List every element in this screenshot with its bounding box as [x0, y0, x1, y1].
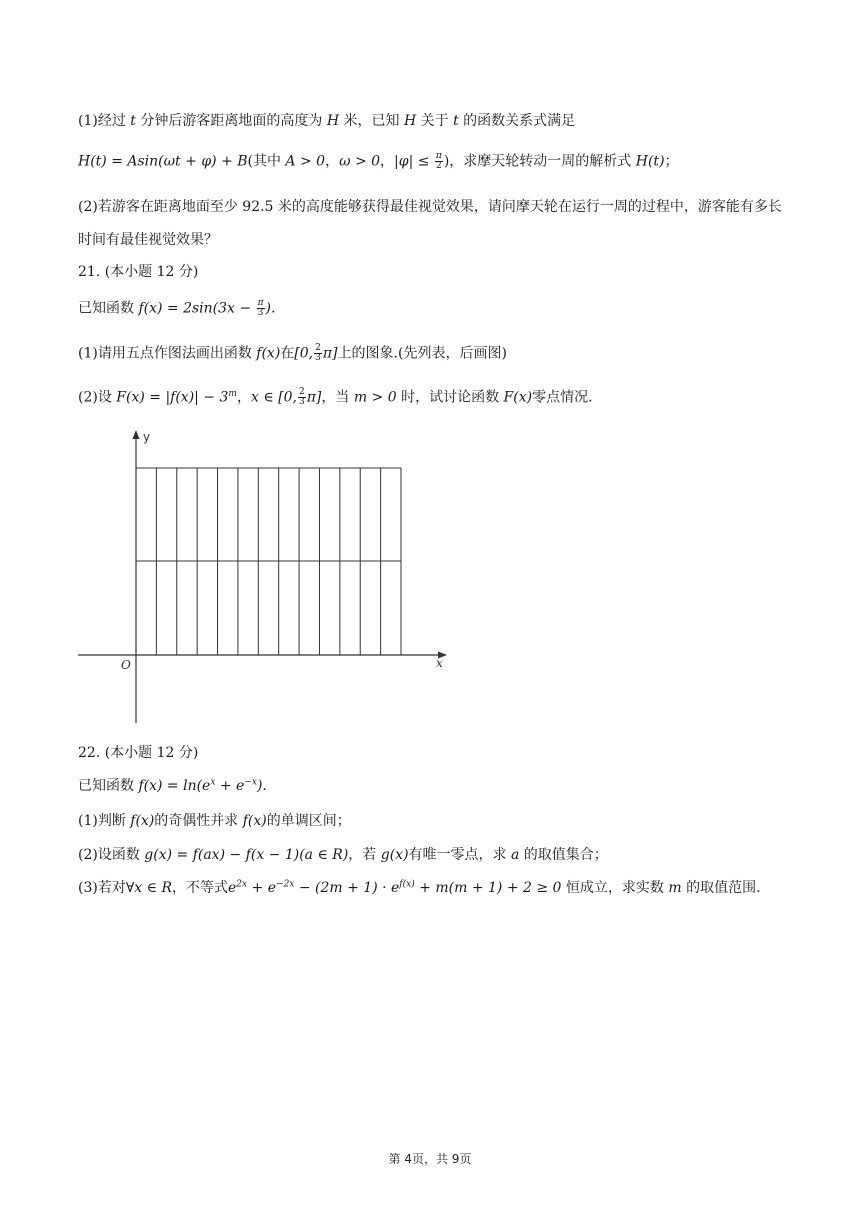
y-axis-label: y: [143, 430, 151, 444]
q21-part1: (1)请用五点作图法画出函数 f(x)在[0, $\frac{2}{3}$ π]上的图象.(先列表，后画图): [78, 343, 507, 363]
origin-label: O: [121, 658, 131, 672]
q21-part2: (2)设 $F(x) = |f(x)| - 3^m$，x ∈ [0, $\frac{2}{3}$ π]，当 m > 0 时，试讨论函数 F(x)零点情况.: [78, 387, 593, 407]
grid-lines: [136, 468, 401, 655]
coordinate-grid: [75, 425, 455, 727]
q22-part3: (3)若对∀x ∈ R，不等式$e^{2x} + e^{-2x} - (2m + 1) \cdot e^{f(x)} + m(m + 1) + 2 \ge 0$ 恒成立，求实数 m 的取值范围.: [78, 879, 761, 896]
q22-stem: 已知函数 $f(x) = \ln(e^x + e^{-x})$.: [78, 777, 267, 794]
q20-part1-line1: (1)经过 t 分钟后游客距离地面的高度为 H 米，已知 H 关于 t 的函数关系式满足: [78, 113, 576, 129]
fraction-pi-over-3: $\frac{\pi}{3}$: [257, 298, 264, 318]
page-footer: 第 4页，共 9页: [388, 1152, 472, 1166]
q20-part2: (2)若游客在距离地面至少 92.5 米的高度能够获得最佳视觉效果，请问摩天轮在运行一周的过程中，游客能有多长时间有最佳视觉效果？: [78, 199, 782, 248]
x-axis-label: x: [436, 656, 443, 670]
fraction-two-thirds-2: $\frac{2}{3}$: [298, 387, 305, 407]
fraction-pi-over-2: $\frac{\pi}{2}$: [435, 151, 442, 171]
q22-part2: (2)设函数 g(x) = f(ax) − f(x − 1)(a ∈ R)，若 g(x)有唯一零点，求 a 的取值集合；: [78, 847, 608, 863]
q21-stem: 已知函数 f(x) = 2sin(3x − $\frac{\pi}{3}$ ).: [78, 298, 276, 318]
q20-part1-line2: H(t) = Asin(ωt + φ) + B(其中 A > 0，ω > 0，|φ| ≤ $\frac{\pi}{2}$ )，求摩天轮转动一周的解析式 H(t)；: [78, 151, 679, 171]
q22-part1: (1)判断 f(x)的奇偶性并求 f(x)的单调区间；: [78, 813, 351, 829]
y-axis-arrow: [133, 430, 140, 439]
fraction-two-thirds: $\frac{2}{3}$: [315, 343, 321, 363]
q21-heading: 21. (本小题 12 分): [78, 264, 199, 280]
q22-heading: 22. (本小题 12 分): [78, 745, 199, 761]
